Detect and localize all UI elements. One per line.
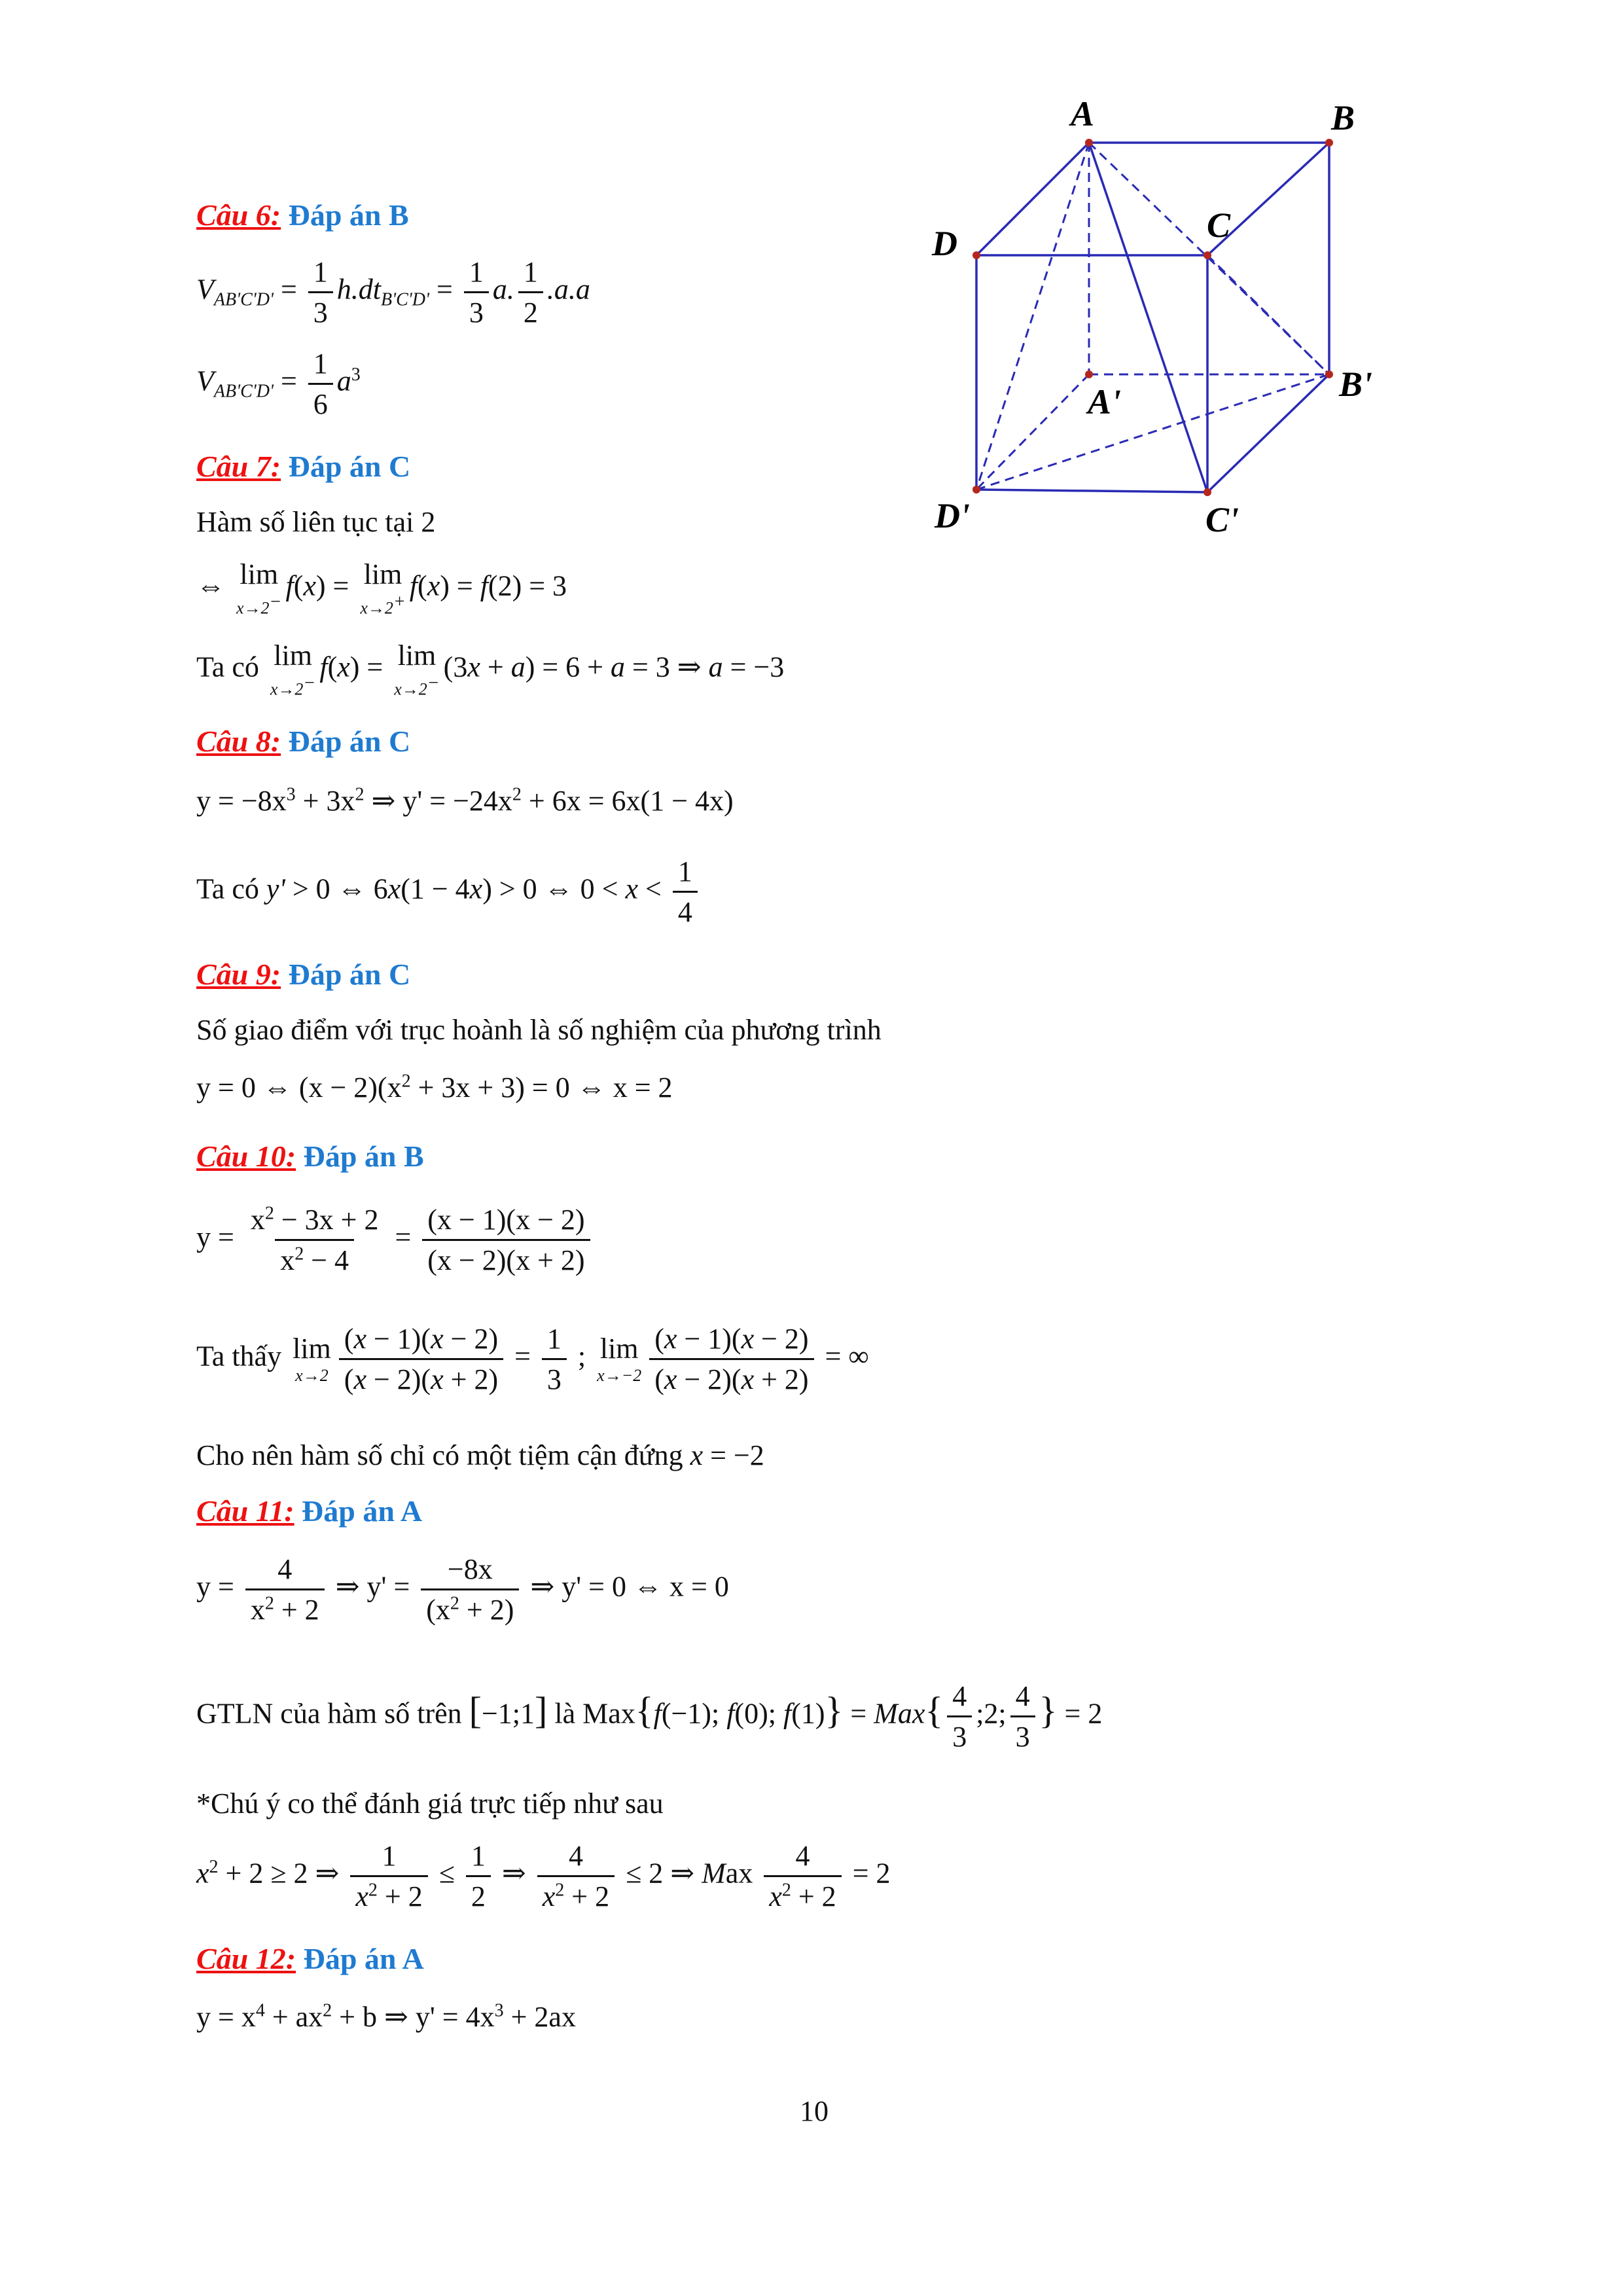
q6-title: Câu 6: [196, 198, 281, 232]
cube-figure [903, 85, 1400, 556]
q12-title: Câu 12: [196, 1942, 296, 1975]
label-C: C [1207, 206, 1231, 245]
q10-conclusion-text: Cho nên hàm số chỉ có một tiệm cận đứng [196, 1439, 683, 1471]
label-D: D [932, 224, 957, 263]
q11-la-max: là Max [554, 1697, 635, 1730]
q9-title: Câu 9: [196, 958, 281, 991]
vertex-C [1204, 251, 1211, 259]
q7-text: Hàm số liên tục tại 2 [196, 506, 436, 538]
label-B: B [1331, 98, 1355, 137]
q8-formula-2: Ta có y' > 0 ⇔ 6x(1 − 4x) > 0 ⇔ 0 < x < $\frac{1}{4}$ [196, 855, 702, 929]
label-A: A [1071, 94, 1095, 134]
label-Ap: A' [1088, 382, 1122, 422]
q7-formula-2: Ta có lim x→2− f(x) = lim x→2− (3x + a) = 6 + a = 3 ⇒ a = −3 [196, 639, 785, 699]
vertex-D [972, 251, 980, 259]
q8-answer: Đáp án C [288, 725, 411, 758]
q9-answer: Đáp án C [288, 958, 411, 991]
q11-formula-2: GTLN của hàm số trên [−1;1] là Max{f(−1); f(0); f(1)} = Max{ $\frac{4}{3}$ ;2; $\frac{4}{3}$ } = 2 [196, 1680, 1103, 1753]
edge-Dp-Cp [976, 490, 1207, 492]
q10-answer: Đáp án B [303, 1139, 424, 1173]
q11-answer: Đáp án A [302, 1494, 423, 1528]
label-Cp: C' [1205, 500, 1240, 539]
q11-formula-1: y = $\frac{4}{x^2 + 2}$ ⇒ y' = $\frac{-8x}{(x^2 + 2)}$ ⇒ y' = 0 ⇔ x = 0 [196, 1553, 729, 1626]
edge-Dp-Bp [976, 374, 1329, 490]
edge-Ap-Dp [976, 374, 1089, 490]
vertex-Ap [1085, 370, 1093, 378]
q6-formula-2: $V_{AB'C'D'}$ = $\frac{1}{6}$ $a^3$ [196, 348, 361, 420]
q7-heading [196, 449, 410, 484]
q12-answer: Đáp án A [303, 1942, 424, 1975]
q9-formula: y = 0 ⇔ $(x - 2)(x^2 + 3x + 3) = 0$ ⇔ x = 2 [196, 1071, 673, 1103]
page-number: 10 [800, 2095, 829, 2127]
q9-text: Số giao điểm với trục hoành là số nghiệm của phương trình [196, 1014, 882, 1046]
q12-heading [196, 1941, 424, 1976]
q11-title: Câu 11: [196, 1494, 294, 1528]
q7-title: Câu 7: [196, 450, 281, 483]
q7-ta-co: Ta có [196, 651, 259, 683]
vertex-Cp [1204, 488, 1211, 496]
q12-formula: $y = x^4 + ax^2 + b$ ⇒ $y' = 4x^3 + 2ax$ [196, 2000, 576, 2033]
q10-formula-1: y = $\frac{x^2 - 3x + 2}{x^2 - 4}$ = $\frac{(x - 1)(x - 2)}{(x - 2)(x + 2)}$ [196, 1203, 594, 1277]
q10-title: Câu 10: [196, 1139, 296, 1173]
edge-A-Cp [1089, 143, 1207, 492]
q7-formula-1: ⇔ lim x→2− f(x) = lim x→2+ f(x) = f(2) = 3 [196, 558, 567, 618]
label-Bp: B' [1339, 365, 1373, 404]
q6-heading [196, 198, 409, 232]
vertex-B [1325, 139, 1333, 147]
q6-answer: Đáp án B [288, 198, 409, 232]
q10-heading [196, 1139, 424, 1174]
vertex-A [1085, 139, 1093, 147]
q8-formula-1: $y = -8x^3 + 3x^2$ ⇒ $y' = -24x^2 + 6x = 6x(1 - 4x)$ [196, 784, 734, 817]
q10-ta-thay: Ta thấy [196, 1340, 282, 1372]
q10-conclusion: Cho nên hàm số chỉ có một tiệm cận đứng x = −2 [196, 1439, 764, 1471]
edge-Cp-Bp [1207, 374, 1329, 492]
q11-heading [196, 1494, 422, 1528]
q8-title: Câu 8: [196, 725, 281, 758]
edge-A-Dp [976, 143, 1089, 490]
q11-note: *Chú ý co thể đánh giá trực tiếp như sau [196, 1787, 664, 1820]
q11-gtln-text: GTLN của hàm số trên [196, 1697, 462, 1730]
label-Dp: D' [935, 496, 970, 535]
q7-answer: Đáp án C [288, 450, 411, 483]
q8-heading [196, 724, 410, 759]
q10-formula-2: Ta thấy lim x→2 $\frac{(x - 1)(x - 2)}{(x - 2)(x + 2)}$ = $\frac{1}{3}$ ; lim x→−2 $\frac{(x - 1)(x - 2)}{(x - 2)(x + 2)}$ = ∞ [196, 1323, 869, 1395]
q11-formula-3: $x^2 + 2 \ge 2$ ⇒ $\frac{1}{x^2 + 2}$ ≤ $\frac{1}{2}$ ⇒ $\frac{4}{x^2 + 2}$ ≤ 2 ⇒ Max $\frac{4}{x^2 + 2}$ = 2 [196, 1840, 891, 1912]
q9-heading [196, 957, 410, 992]
edge-A-D [976, 143, 1089, 255]
q6-formula-1: $V_{AB'C'D'}$ = $\frac{1}{3}$ $h.dt_{B'C'D'}$ = $\frac{1}{3}$ a. $\frac{1}{2}$ .a.a [196, 256, 590, 329]
vertex-Dp [972, 486, 980, 493]
q8-ta-co: Ta có [196, 872, 259, 905]
vertex-Bp [1325, 370, 1333, 378]
